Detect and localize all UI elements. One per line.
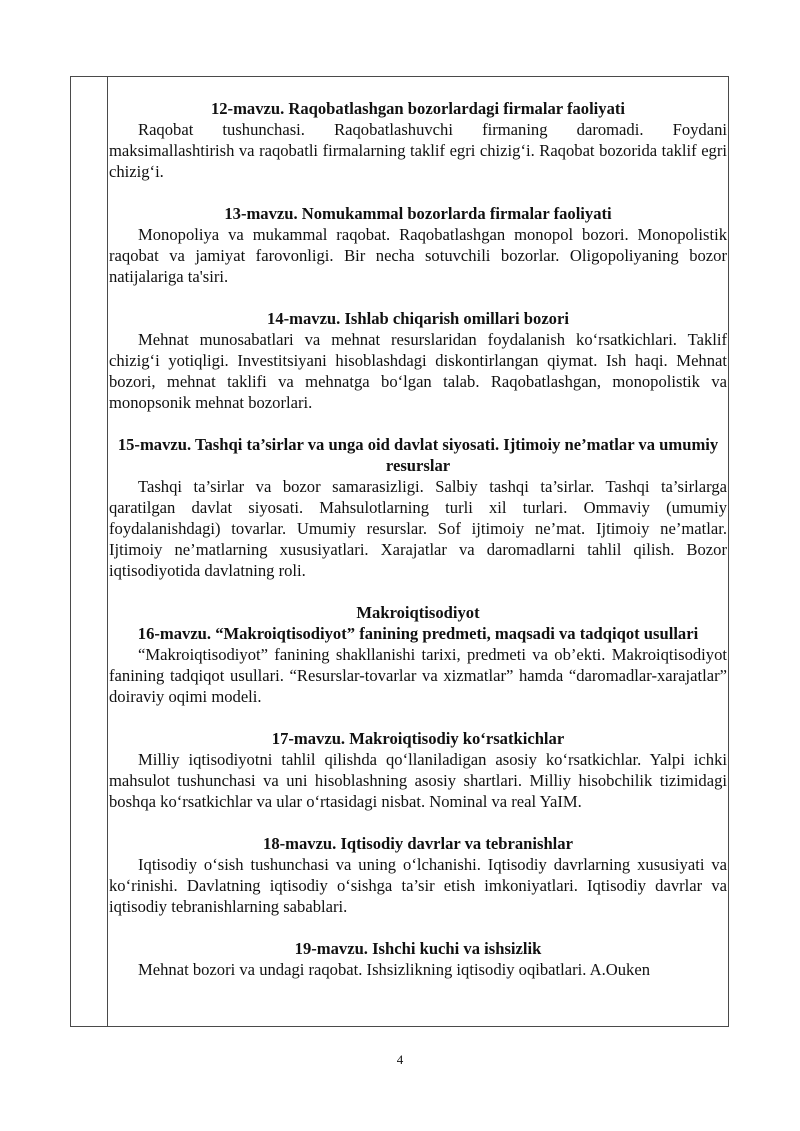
section-text: Monopoliya va mukammal raqobat. Raqobatlashgan monopol bozori. Monopolistik raqobat va jamiyat farovonligi. Bir necha sotuvchili bozorlar. Oligopoliyaning bozor natijalariga ta'siri. [109, 225, 727, 286]
section-13 [109, 203, 727, 287]
section-title: 18-mavzu. Iqtisodiy davrlar va tebranishlar [263, 834, 573, 853]
document-body [109, 98, 727, 1001]
part-heading: Makroiqtisodiyot [356, 603, 480, 622]
section-title: 16-mavzu. “Makroiqtisodiyot” fanining predmeti, maqsadi va tadqiqot usullari [137, 624, 699, 643]
section-15 [109, 434, 727, 581]
section-text: Tashqi ta’sirlar va bozor samarasizligi. Salbiy tashqi ta’sirlar. Tashqi ta’sirlarga qaratilgan davlat siyosati. Mahsulotlarning turli xil turlari. Ommaviy (umumiy foydalanishdagi) tovarlar. Umumiy resurslar. Sof ijtimoiy ne’mat. Ijtimoiy ne’matlar. Ijtimoiy ne’matlarning xususiyatlari. Xarajatlar va daromadlarni tahlil qilish. Bozor iqtisodiyotida davlatning roli. [109, 477, 727, 580]
section-text: Iqtisodiy o‘sish tushunchasi va uning o‘lchanishi. Iqtisodiy davrlarning xususiyati va ko‘rinishi. Davlatning iqtisodiy o‘sishga ta’sir etish imkoniyatlari. Iqtisodiy davrlar va iqtisodiy tebranishlarning sabablari. [109, 855, 727, 916]
section-14 [109, 308, 727, 413]
section-title: 19-mavzu. Ishchi kuchi va ishsizlik [294, 939, 542, 958]
section-17 [109, 728, 727, 812]
section-title: 13-mavzu. Nomukammal bozorlarda firmalar faoliyati [224, 204, 612, 223]
margin-line [107, 76, 108, 1027]
page-number: 4 [396, 1052, 404, 1067]
section-title: 15-mavzu. Tashqi ta’sirlar va unga oid davlat siyosati. Ijtimoiy ne’matlar va umumiy resurslar [117, 435, 719, 475]
section-title: 17-mavzu. Makroiqtisodiy ko‘rsatkichlar [271, 729, 565, 748]
section-text: Raqobat tushunchasi. Raqobatlashuvchi firmaning daromadi. Foydani maksimallashtirish va raqobatli firmalarning taklif egri chizig‘i. Raqobat bozorida taklif egri chizig‘i. [109, 120, 727, 181]
section-text: Mehnat munosabatlari va mehnat resurslaridan foydalanish ko‘rsatkichlari. Taklif chizig‘i yotiqligi. Investitsiyani hisoblashdagi diskontirlangan qiymat. Ish haqi. Mehnat bozori, mehnat taklifi va mehnatga bo‘lgan talab. Raqobatlashgan, monopolistik va monopsonik mehnat bozorlari. [109, 330, 727, 412]
section-16 [109, 602, 727, 707]
section-18 [109, 833, 727, 917]
section-text: Milliy iqtisodiyotni tahlil qilishda qo‘llaniladigan asosiy ko‘rsatkichlar. Yalpi ichki mahsulot tushunchasi va uni hisoblashning asosiy shartlari. Milliy hisobchilik tizimidagi boshqa ko‘rsatkichlar va ular o‘rtasidagi nisbat. Nominal va real YaIM. [109, 750, 727, 811]
section-title: 14-mavzu. Ishlab chiqarish omillari bozori [267, 309, 569, 328]
section-12 [109, 98, 727, 182]
section-19 [109, 938, 727, 980]
section-title: 12-mavzu. Raqobatlashgan bozorlardagi firmalar faoliyati [210, 99, 626, 118]
section-text: “Makroiqtisodiyot” fanining shakllanishi tarixi, predmeti va ob’ekti. Makroiqtisodiyot fanining tadqiqot usullari. “Resurslar-tovarlar va xizmatlar” hamda “daromadlar-xarajatlar” doiraviy oqimi modeli. [109, 645, 727, 706]
section-text: Mehnat bozori va undagi raqobat. Ishsizlikning iqtisodiy oqibatlari. A.Ouken [138, 960, 651, 979]
